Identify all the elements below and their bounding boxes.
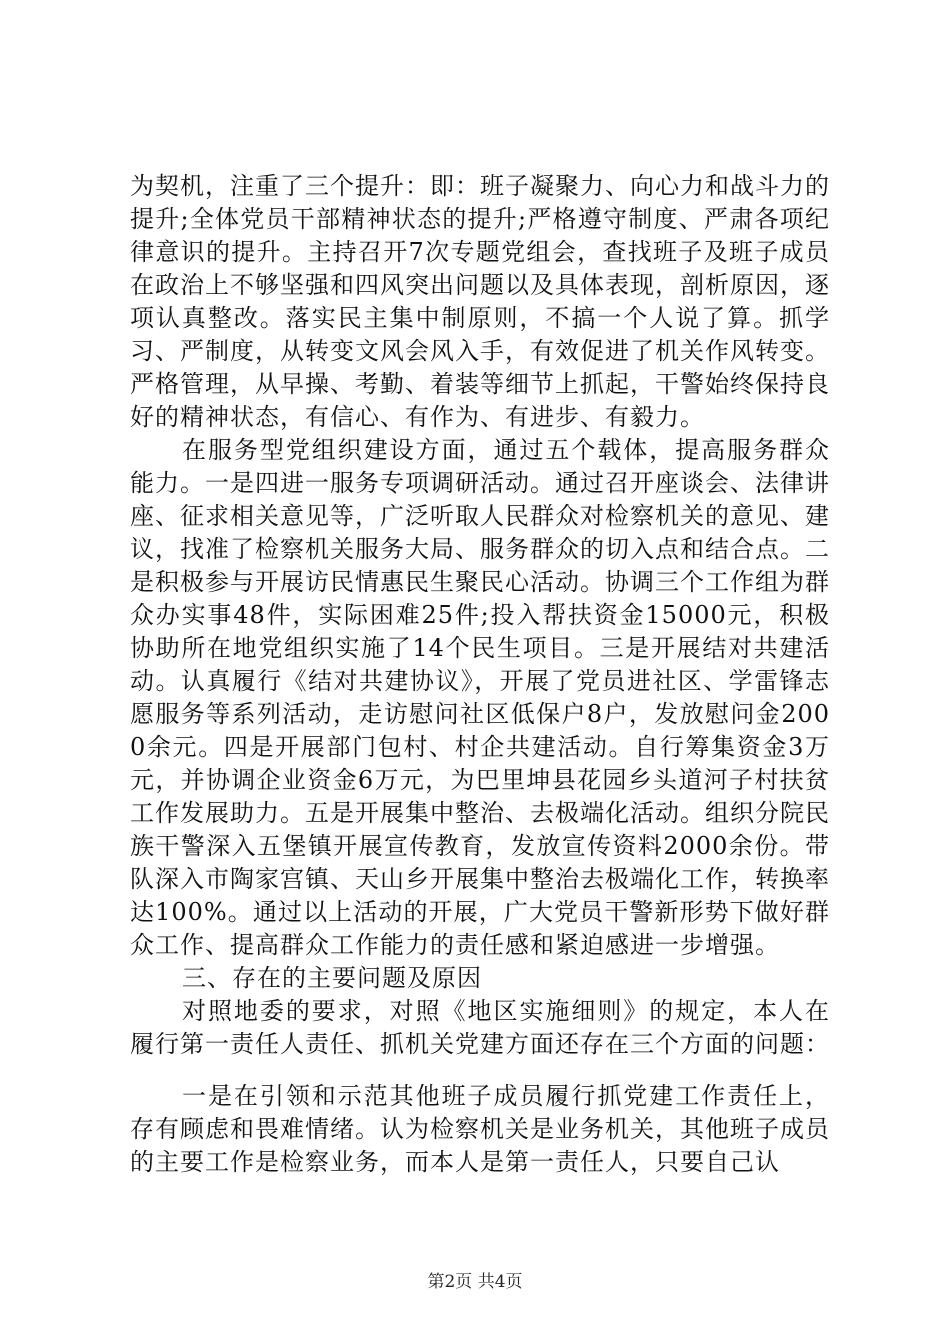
section-heading-main-problems: 三、存在的主要问题及原因 [182, 964, 482, 992]
paragraph-problems-intro: 对照地委的要求，对照《地区实施细则》的规定，本人在履行第一责任人责任、抓机关党建方面还存在三个方面的问题： [130, 997, 830, 1058]
document-body [130, 170, 830, 1179]
paragraph-continuation: 为契机，注重了三个提升：即：班子凝聚力、向心力和战斗力的提升;全体党员干部精神状态的提升;严格遵守制度、严肃各项纪律意识的提升。主持召开7次专题党组会，查找班子及班子成员在政治上不够坚强和四风突出问题以及具体表现，剖析原因，逐项认真整改。落实民主集中制原则，不搞一个人说了算。抓学习、严制度，从转变文风会风入手，有效促进了机关作风转变。严格管理，从早操、考勤、着装等细节上抓起，干警始终保持良好的精神状态，有信心、有作为、有进步、有毅力。 [130, 172, 830, 431]
paragraph-service-party-organization: 在服务型党组织建设方面，通过五个载体，提高服务群众能力。一是四进一服务专项调研活动。通过召开座谈会、法律讲座、征求相关意见等，广泛听取人民群众对检察机关的意见、建议，找准了检察机关服务大局、服务群众的切入点和结合点。二是积极参与开展访民情惠民生聚民心活动。协调三个工作组为群众办实事48件，实际困难25件;投入帮扶资金15000元，积极协助所在地党组织实施了14个民生项目。三是开展结对共建活动。认真履行《结对共建协议》，开展了党员进社区、学雷锋志愿服务等系列活动，走访慰问社区低保户8户，发放慰问金2000余元。四是开展部门包村、村企共建活动。自行筹集资金3万元，并协调企业资金6万元，为巴里坤县花园乡头道河子村扶贫工作发展助力。五是开展集中整治、去极端化活动。组织分院民族干警深入五堡镇开展宣传教育，发放宣传资料2000余份。带队深入市陶家宫镇、天山乡开展集中整治去极端化工作，转换率达100%。通过以上活动的开展，广大党员干警新形势下做好群众工作、提高群众工作能力的责任感和紧迫感进一步增强。 [130, 436, 830, 959]
paragraph-problem-one: 一是在引领和示范其他班子成员履行抓党建工作责任上，存有顾虑和畏难情绪。认为检察机关是业务机关，其他班子成员的主要工作是检察业务，而本人是第一责任人，只要自己认 [130, 1082, 830, 1176]
page-number-footer: 第2页 共4页 [427, 1272, 523, 1292]
